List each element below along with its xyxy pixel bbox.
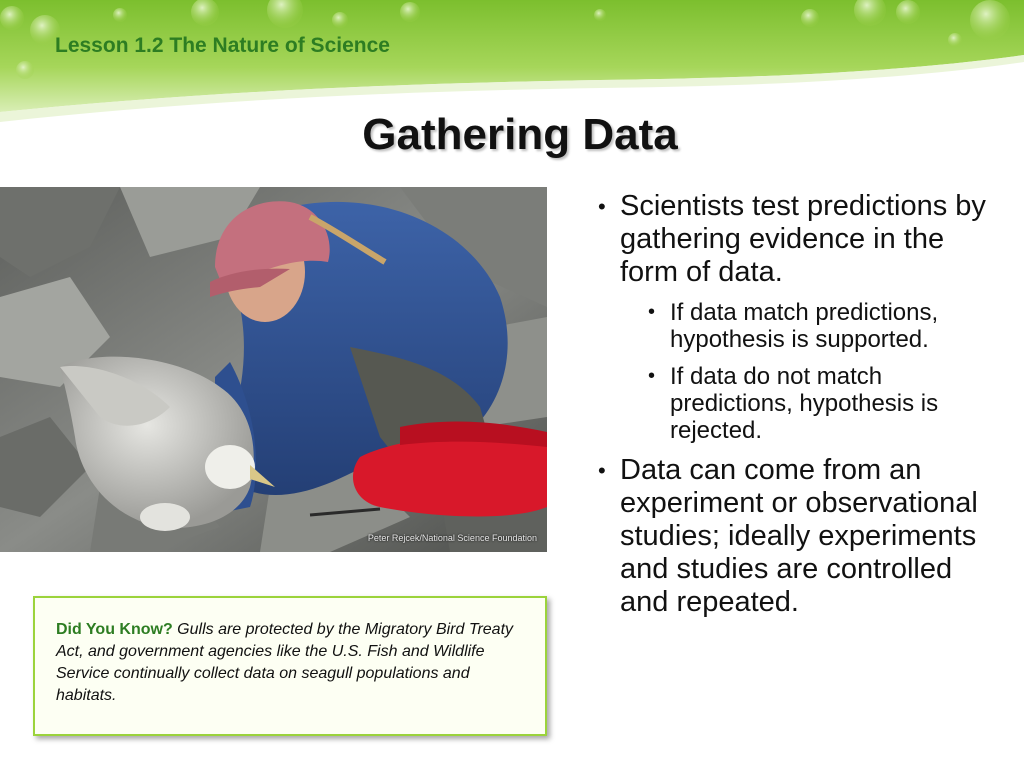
bullet-item	[598, 454, 1008, 619]
bullet-item	[598, 190, 1008, 289]
bullet-dot-icon: •	[648, 301, 656, 323]
bullet-dot-icon: •	[598, 458, 606, 483]
photo-credit: Peter Rejcek/National Science Foundation	[367, 533, 537, 543]
header-banner	[0, 0, 1024, 125]
sub-bullet-text: If data do not match predictions, hypothesis is rejected.	[670, 363, 939, 444]
did-you-know-body: Gulls are protected by the Migratory Bird Treaty Act, and government agencies like the U.S. Fish and Wildlife Service continually collect data on seagull populations and habitats.	[56, 621, 514, 704]
bullet-text: Scientists test predictions by gathering evidence in the form of data.	[620, 190, 986, 288]
lesson-title: Lesson 1.2 The Nature of Science	[55, 34, 390, 57]
bullet-dot-icon: •	[598, 194, 606, 219]
did-you-know-label: Did You Know?	[56, 621, 178, 638]
did-you-know-text	[56, 619, 531, 707]
bullet-text: Data can come from an experiment or observational studies; ideally experiments and studies are controlled and repeated.	[620, 454, 978, 618]
slide-title: Gathering Data	[362, 110, 678, 159]
sub-bullet-item	[648, 363, 1008, 444]
sub-bullet-item	[648, 299, 1008, 353]
sub-bullet-text: If data match predictions, hypothesis is supported.	[670, 299, 939, 353]
researcher-with-seabird-image	[0, 187, 547, 552]
bullet-list	[598, 190, 1008, 629]
bullet-dot-icon: •	[648, 365, 656, 387]
banner-graphic	[0, 0, 1024, 125]
field-photo	[0, 187, 547, 552]
did-you-know-box	[33, 596, 547, 736]
